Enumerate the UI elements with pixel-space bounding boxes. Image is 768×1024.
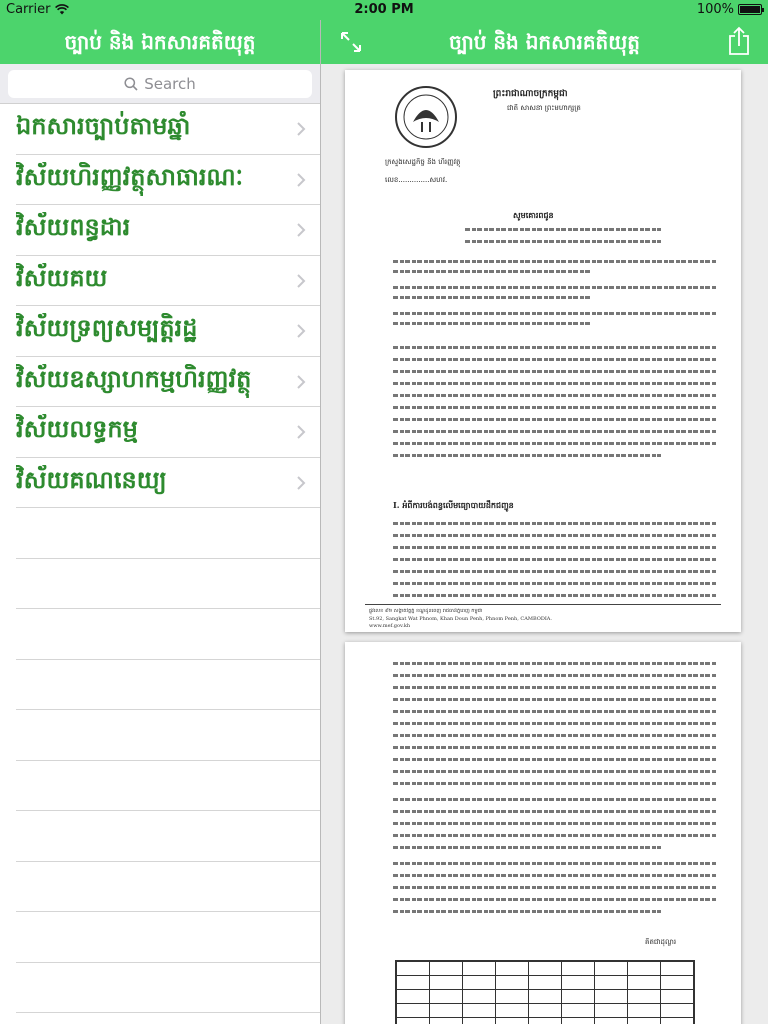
- text-line: [393, 546, 717, 549]
- text-line: [393, 286, 717, 289]
- text-line: [393, 558, 717, 561]
- carrier-label: Carrier: [6, 2, 51, 17]
- text-line: [393, 594, 717, 597]
- empty-row: [16, 660, 320, 711]
- text-line: [393, 846, 661, 849]
- text-line: [393, 260, 717, 263]
- list-item-label: វិស័យលទ្ធកម្ម: [16, 414, 138, 444]
- empty-row: [16, 963, 320, 1014]
- search-placeholder: Search: [144, 75, 196, 93]
- text-line: [393, 722, 717, 725]
- text-line: [393, 430, 717, 433]
- sidebar-navbar: [0, 20, 320, 64]
- footer-website: www.mef.gov.kh: [369, 623, 411, 629]
- text-line: [393, 910, 661, 913]
- list-item-label: ឯកសារច្បាប់តាមឆ្នាំ: [16, 111, 191, 141]
- text-line: [393, 454, 661, 457]
- chevron-right-icon: [296, 475, 306, 491]
- list-item-laws-by-year[interactable]: [16, 104, 320, 155]
- text-line: [393, 698, 717, 701]
- detail-title: ច្បាប់ និង ឯកសារគតិយុត្ត: [449, 30, 640, 54]
- text-line: [393, 874, 717, 877]
- empty-row: [16, 811, 320, 862]
- list-item-label: វិស័យគយ: [16, 262, 108, 292]
- document-motto: ជាតិ សាសនា ព្រះមហាក្សត្រ: [507, 104, 581, 112]
- chevron-right-icon: [296, 323, 306, 339]
- list-item-label: វិស័យពន្ធដារ: [16, 212, 131, 242]
- chevron-right-icon: [296, 121, 306, 137]
- empty-row: [16, 559, 320, 610]
- text-line: [393, 394, 717, 397]
- ministry-seal-icon: [393, 84, 459, 150]
- text-line: [393, 270, 591, 273]
- document-page: [345, 642, 741, 1024]
- list-item-taxation[interactable]: [16, 205, 320, 256]
- empty-row: [16, 508, 320, 559]
- document-viewer[interactable]: [321, 64, 768, 1024]
- text-line: [465, 228, 661, 231]
- empty-row: [16, 912, 320, 963]
- list-item-label: វិស័យហិរញ្ញវត្ថុសាធារណៈ: [16, 161, 244, 191]
- text-line: [393, 782, 717, 785]
- text-line: [393, 662, 717, 665]
- document-ministry: ក្រសួងសេដ្ឋកិច្ច និង ហិរញ្ញវត្ថុ: [385, 158, 461, 166]
- text-line: [393, 734, 717, 737]
- text-line: [393, 822, 717, 825]
- list-item-label: វិស័យគណនេយ្យ: [16, 464, 167, 494]
- text-line: [393, 862, 717, 865]
- chevron-right-icon: [296, 424, 306, 440]
- battery-indicator: [697, 2, 762, 17]
- text-line: [393, 358, 717, 361]
- footer-address-en: St.92, Sangkat Wat Phnom, Khan Doun Penh, Phnom Penh, CAMBODIA.: [369, 616, 553, 622]
- text-line: [393, 686, 717, 689]
- sidebar: [0, 64, 320, 1024]
- search-bar: [0, 64, 320, 104]
- text-line: [393, 758, 717, 761]
- battery-icon: [738, 4, 762, 15]
- share-icon[interactable]: [728, 26, 750, 56]
- text-line: [393, 534, 717, 537]
- document-section-title: I. អំពីការបង់ពន្ធលើមធ្យោបាយដឹកជញ្ជូន: [393, 500, 514, 510]
- document-heading: សូមគោរពជូន: [513, 210, 554, 220]
- list-item-accounting[interactable]: [16, 458, 320, 509]
- list-item-label: វិស័យទ្រព្យសម្បត្តិរដ្ឋ: [16, 313, 198, 343]
- text-line: [393, 370, 717, 373]
- text-line: [465, 240, 661, 243]
- empty-row: [16, 862, 320, 913]
- footer-divider: [365, 604, 721, 605]
- list-item-customs[interactable]: [16, 256, 320, 307]
- text-line: [393, 522, 717, 525]
- battery-percent: 100%: [696, 2, 734, 17]
- text-line: [393, 834, 717, 837]
- text-line: [393, 442, 717, 445]
- text-line: [393, 886, 717, 889]
- list-item-label: វិស័យឧស្សាហកម្មហិរញ្ញវត្ថុ: [16, 363, 252, 393]
- document-reference: លេខ..............សហវ.: [385, 176, 448, 184]
- text-line: [393, 582, 717, 585]
- text-line: [393, 798, 717, 801]
- text-line: [393, 418, 717, 421]
- sidebar-title: ច្បាប់ និង ឯកសារគតិយុត្ត: [64, 30, 256, 54]
- text-line: [393, 674, 717, 677]
- table-unit-label: គិតជាដុល្លារ: [645, 938, 677, 946]
- text-line: [393, 322, 591, 325]
- clock: 2:00 PM: [354, 2, 414, 17]
- search-icon: [124, 77, 138, 91]
- list-item-financial-industry[interactable]: [16, 357, 320, 408]
- text-line: [393, 746, 717, 749]
- chevron-right-icon: [296, 222, 306, 238]
- detail-navbar: [321, 20, 768, 64]
- chevron-right-icon: [296, 374, 306, 390]
- text-line: [393, 898, 717, 901]
- text-line: [393, 382, 717, 385]
- document-page: [345, 70, 741, 632]
- data-table: [395, 960, 695, 1024]
- text-line: [393, 570, 717, 573]
- list-item-state-property[interactable]: [16, 306, 320, 357]
- list-item-public-finance[interactable]: [16, 155, 320, 206]
- text-line: [393, 810, 717, 813]
- list-item-procurement[interactable]: [16, 407, 320, 458]
- chevron-right-icon: [296, 273, 306, 289]
- footer-address: ផ្លូវលេខ ៩២ សង្កាត់វត្តភ្នំ ខណ្ឌដូនពេញ រាជធានីភ្នំពេញ កម្ពុជា: [369, 608, 483, 614]
- split-divider: [320, 20, 321, 1024]
- text-line: [393, 296, 591, 299]
- chevron-right-icon: [296, 172, 306, 188]
- text-line: [393, 406, 717, 409]
- empty-row: [16, 710, 320, 761]
- text-line: [393, 346, 717, 349]
- search-input[interactable]: [8, 70, 312, 98]
- text-line: [393, 710, 717, 713]
- empty-row: [16, 609, 320, 660]
- document-kingdom: ព្រះរាជាណាចក្រកម្ពុជា: [493, 89, 568, 99]
- status-bar: [0, 0, 768, 20]
- text-line: [393, 312, 717, 315]
- text-line: [393, 770, 717, 773]
- empty-row: [16, 761, 320, 812]
